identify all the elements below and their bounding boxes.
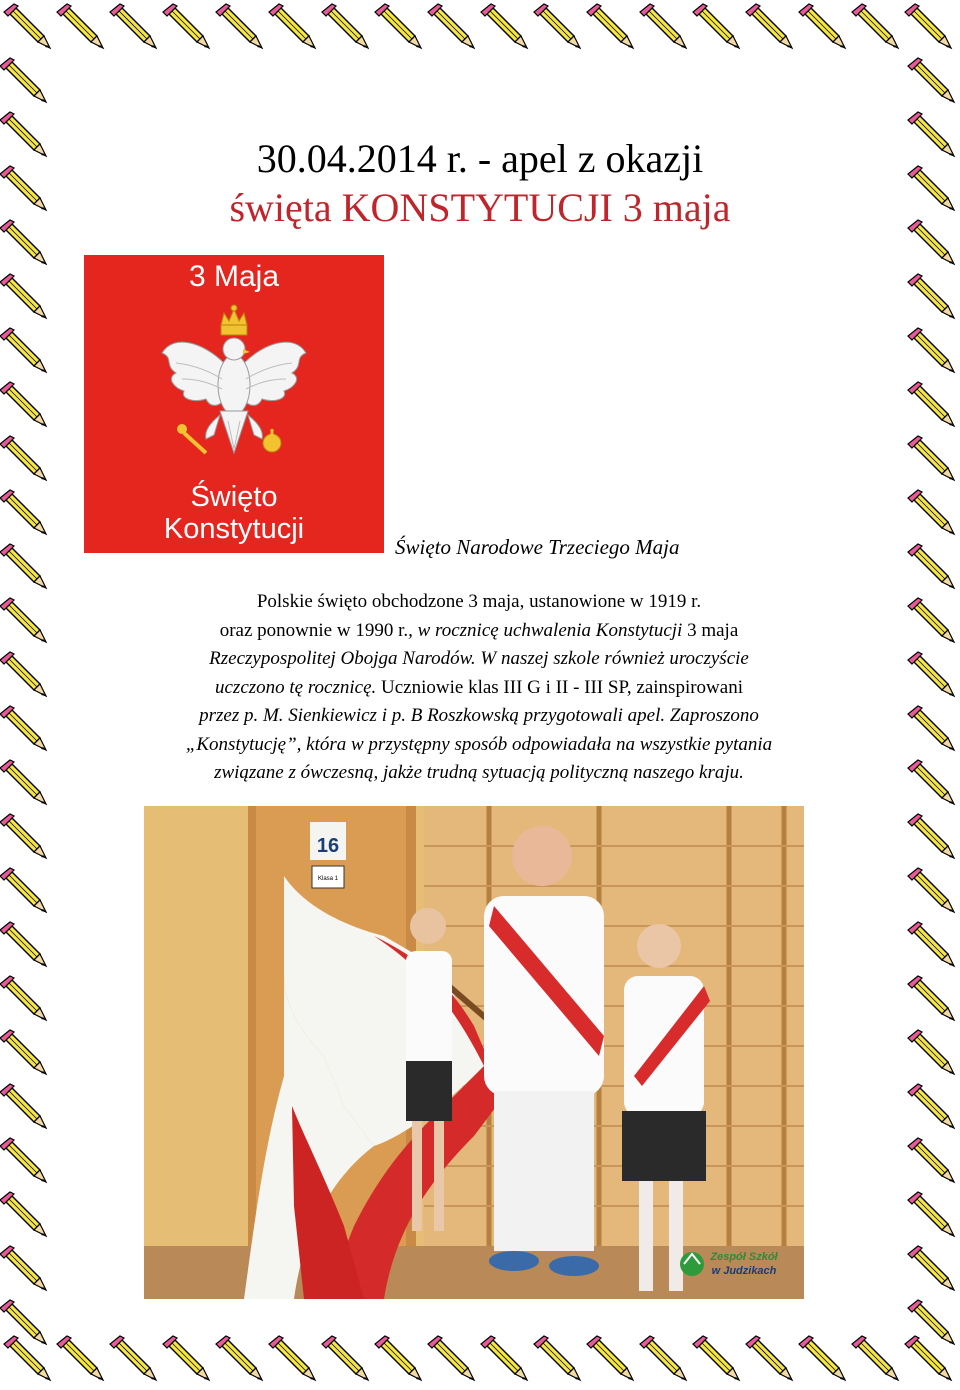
emblem-bottom-text [84,481,384,545]
pencil-icon [908,1030,954,1074]
emblem-top-text: 3 Maja [188,260,280,293]
pencil-icon [110,4,156,48]
pencil-icon [908,922,954,966]
pencil-icon [0,598,46,642]
pencil-icon [908,436,954,480]
para-line-2b: , w rocznicę uchwalenia Konstytucji [408,619,688,641]
pencil-icon [0,922,46,966]
pencil-icon [908,814,954,858]
pencil-icon [322,1336,368,1380]
pencil-icon [57,1336,103,1380]
pencil-icon [0,436,46,480]
ceremony-photo [144,806,804,1299]
pencil-icon [110,1336,156,1380]
emblem-caption: Święto Narodowe Trzeciego Maja [395,535,680,559]
pencil-icon [908,1192,954,1236]
pencil-icon [908,490,954,534]
pencil-icon [4,4,50,48]
para-line-1: Polskie święto obchodzone 3 maja, ustanowione w 1919 r. [256,591,702,612]
pencil-icon [0,490,46,534]
pencil-icon [0,814,46,858]
pencil-icon [0,544,46,588]
pencil-icon [0,1192,46,1236]
para-line-6: „Konstytucję”, która w przystępny sposób odpowiadała na wszystkie pytania [185,733,773,755]
pencil-icon [746,1336,792,1380]
pencil-icon [0,868,46,912]
pencil-icon [908,652,954,696]
pencil-icon [0,1138,46,1182]
pencil-icon [587,4,633,48]
pencil-icon [908,976,954,1020]
door-number: 16 [316,835,340,857]
pencil-icon [0,1300,46,1344]
pencil-icon [0,58,46,102]
pencil-icon [640,1336,686,1380]
pencil-icon [908,274,954,318]
pencil-icon [693,1336,739,1380]
pencil-icon [0,760,46,804]
para-line-4 [88,674,870,703]
pencil-icon [428,1336,474,1380]
pencil-icon [640,4,686,48]
pencil-icon [908,760,954,804]
page-title-line1: 30.04.2014 r. - apel z okazji [256,136,704,181]
para-line-4a: uczczono tę rocznicę. [215,676,382,698]
constitution-emblem [84,255,384,553]
pencil-icon [908,868,954,912]
para-line-7: związane z ówczesną, jakże trudną sytuacją polityczną naszego kraju. [214,762,744,783]
pencil-icon [908,1084,954,1128]
pencil-icon [852,4,898,48]
logo-line1: Zespół Szkół [710,1251,778,1263]
pencil-icon [908,1246,954,1290]
pencil-icon [908,544,954,588]
pencil-icon [908,1138,954,1182]
pencil-icon [905,1336,951,1380]
pencil-icon [799,1336,845,1380]
para-line-3: Rzeczypospolitej Obojga Narodów. W naszej szkole również uroczyście [209,648,749,669]
pencil-icon [908,58,954,102]
pencil-icon [908,706,954,750]
pencil-icon [375,4,421,48]
pencil-icon [908,328,954,372]
pencil-icon [0,1030,46,1074]
page-title-line2: święta KONSTYTUCJI 3 maja [229,185,731,230]
pencil-icon [908,382,954,426]
pencil-icon [908,598,954,642]
pencil-icon [0,328,46,372]
body-paragraph [88,588,870,788]
pencil-icon [905,4,951,48]
pencil-icon [799,4,845,48]
pencil-icon [163,4,209,48]
emblem-bottom-line1: Święto [190,481,278,513]
pencil-icon [0,1084,46,1128]
pencil-icon [852,1336,898,1380]
pencil-icon [0,652,46,696]
pencil-icon [481,1336,527,1380]
para-line-5: przez p. M. Sienkiewicz i p. B Roszkowską przygotowali apel. Zaproszono [199,705,759,726]
white-eagle-icon [154,303,314,483]
pencil-icon [534,4,580,48]
door-sign-text: Klasa 1 [317,876,339,882]
pencil-icon [322,4,368,48]
emblem-bottom-line2: Konstytucji [163,513,305,545]
pencil-icon [269,1336,315,1380]
logo-line2: w Judzikach [711,1265,777,1277]
pencil-icon [0,706,46,750]
pencil-icon [216,1336,262,1380]
pencil-icon [0,382,46,426]
para-line-2 [88,617,870,646]
pencil-icon [269,4,315,48]
para-line-4b: Uczniowie klas III G i II - III SP, zainspirowani [381,676,743,698]
pencil-icon [481,4,527,48]
pencil-icon [57,4,103,48]
pencil-icon [0,1246,46,1290]
para-line-2c: 3 maja [687,619,739,641]
para-line-2a: oraz ponownie w 1990 r. [219,619,409,641]
pencil-icon [693,4,739,48]
pencil-icon [587,1336,633,1380]
pencil-icon [375,1336,421,1380]
pencil-icon [216,4,262,48]
pencil-icon [746,4,792,48]
pencil-icon [0,976,46,1020]
pencil-icon [163,1336,209,1380]
pencil-icon [428,4,474,48]
pencil-icon [0,274,46,318]
pencil-icon [534,1336,580,1380]
